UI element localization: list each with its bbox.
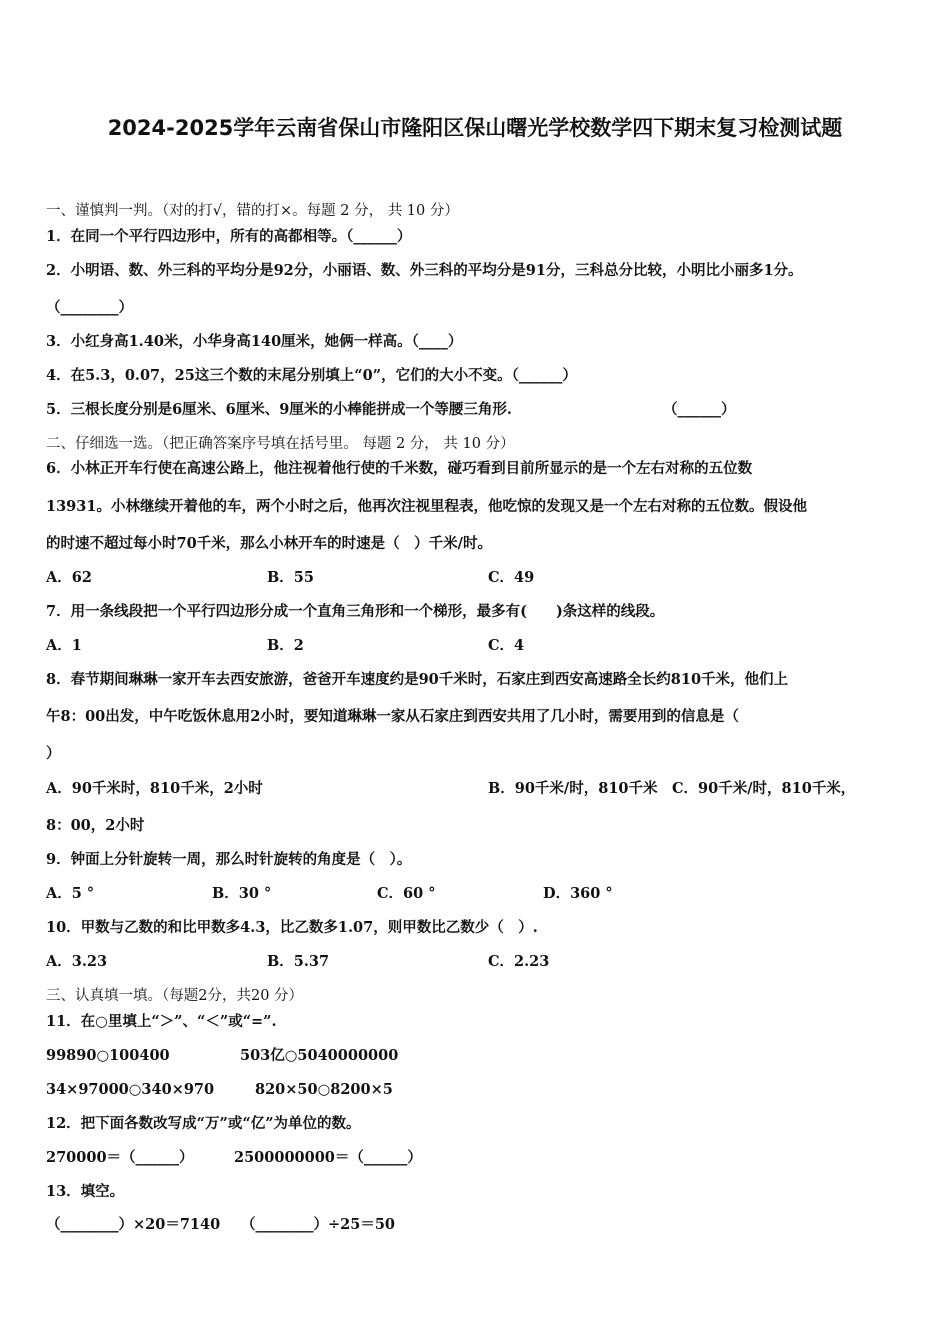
question-12-b: 2500000000＝（______）	[234, 1149, 422, 1166]
question-8-option-c-cont: 8：00，2小时	[46, 817, 145, 834]
question-1: 1．在同一个平行四边形中，所有的高都相等。（______）	[46, 228, 412, 245]
section1-heading: 一、谨慎判一判。（对的打√，错的打×。每题 2 分， 共 10 分）	[46, 203, 459, 219]
question-4: 4．在5.3，0.07，25这三个数的末尾分别填上“0”，它们的大小不变。（______）	[46, 367, 577, 384]
question-6-line1: 6．小林正开车行使在高速公路上，他注视着他行使的千米数，碰巧看到目前所显示的是一个左右对称的五位数	[46, 460, 753, 477]
question-9-option-b: B．30 °	[212, 885, 272, 902]
question-6-line3: 的时速不超过每小时70千米，那么小林开车的时速是（ ）千米/时。	[46, 535, 492, 552]
question-10-option-c: C．2.23	[488, 953, 550, 970]
question-7-option-c: C．4	[488, 637, 525, 654]
question-11-b: 503亿○5040000000	[240, 1047, 399, 1064]
question-8-line3: ）	[46, 745, 61, 762]
question-10-option-a: A．3.23	[46, 953, 108, 970]
question-5-blank: （______）	[663, 401, 736, 418]
question-3: 3．小红身高1.40米，小华身高140厘米，她俩一样高。（____）	[46, 333, 463, 350]
question-9-option-c: C．60 °	[377, 885, 436, 902]
question-2-blank: （________）	[46, 299, 133, 316]
question-9-option-d: D．360 °	[543, 885, 613, 902]
question-9: 9．钟面上分针旋转一周，那么时针旋转的角度是（ ）。	[46, 851, 412, 868]
question-13-b: （________）÷25＝50	[241, 1216, 396, 1233]
question-7-option-a: A．1	[46, 637, 82, 654]
question-10-option-b: B．5.37	[267, 953, 330, 970]
question-9-option-a: A．5 °	[46, 885, 95, 902]
question-8-option-bc: B．90千米/时，810千米 C．90千米/时，810千米，	[488, 780, 856, 797]
question-11: 11．在○里填上“＞”、“＜”或“=”.	[46, 1013, 277, 1030]
question-7-option-b: B．2	[267, 637, 304, 654]
question-12-a: 270000＝（______）	[46, 1149, 194, 1166]
question-7: 7．用一条线段把一个平行四边形分成一个直角三角形和一个梯形，最多有( )条这样的线段。	[46, 603, 665, 620]
question-6-option-c: C．49	[488, 569, 535, 586]
question-11-a: 99890○100400	[46, 1047, 170, 1064]
question-6-option-b: B．55	[267, 569, 314, 586]
question-6-line2: 13931。小林继续开着他的车，两个小时之后，他再次注视里程表，他吃惊的发现又是一个左右对称的五位数。假设他	[46, 498, 807, 515]
question-12: 12．把下面各数改写成“万”或“亿”为单位的数。	[46, 1115, 361, 1132]
question-10: 10．甲数与乙数的和比甲数多4.3，比乙数多1.07，则甲数比乙数少（ ）.	[46, 919, 538, 936]
question-11-d: 820×50○8200×5	[255, 1081, 393, 1098]
question-8-line1: 8．春节期间琳琳一家开车去西安旅游，爸爸开车速度约是90千米时，石家庄到西安高速路全长约810千米，他们上	[46, 671, 789, 688]
page-title: 2024-2025学年云南省保山市隆阳区保山曙光学校数学四下期末复习检测试题	[107, 116, 843, 140]
question-13-a: （________）×20＝7140	[46, 1216, 221, 1233]
question-2: 2．小明语、数、外三科的平均分是92分，小丽语、数、外三科的平均分是91分，三科总分比较，小明比小丽多1分。	[46, 262, 803, 279]
question-8-line2: 午8：00出发，中午吃饭休息用2小时，要知道琳琳一家从石家庄到西安共用了几小时，需要用到的信息是（	[46, 708, 739, 725]
section3-heading: 三、认真填一填。（每题2分，共20 分）	[46, 988, 304, 1004]
question-8-option-a: A．90千米时，810千米，2小时	[46, 780, 263, 797]
question-6-option-a: A．62	[46, 569, 92, 586]
question-11-c: 34×97000○340×970	[46, 1081, 215, 1098]
section2-heading: 二、仔细选一选。（把正确答案序号填在括号里。 每题 2 分， 共 10 分）	[46, 436, 515, 452]
question-5: 5．三根长度分别是6厘米、6厘米、9厘米的小棒能拼成一个等腰三角形.	[46, 401, 512, 418]
question-13: 13．填空。	[46, 1183, 125, 1200]
